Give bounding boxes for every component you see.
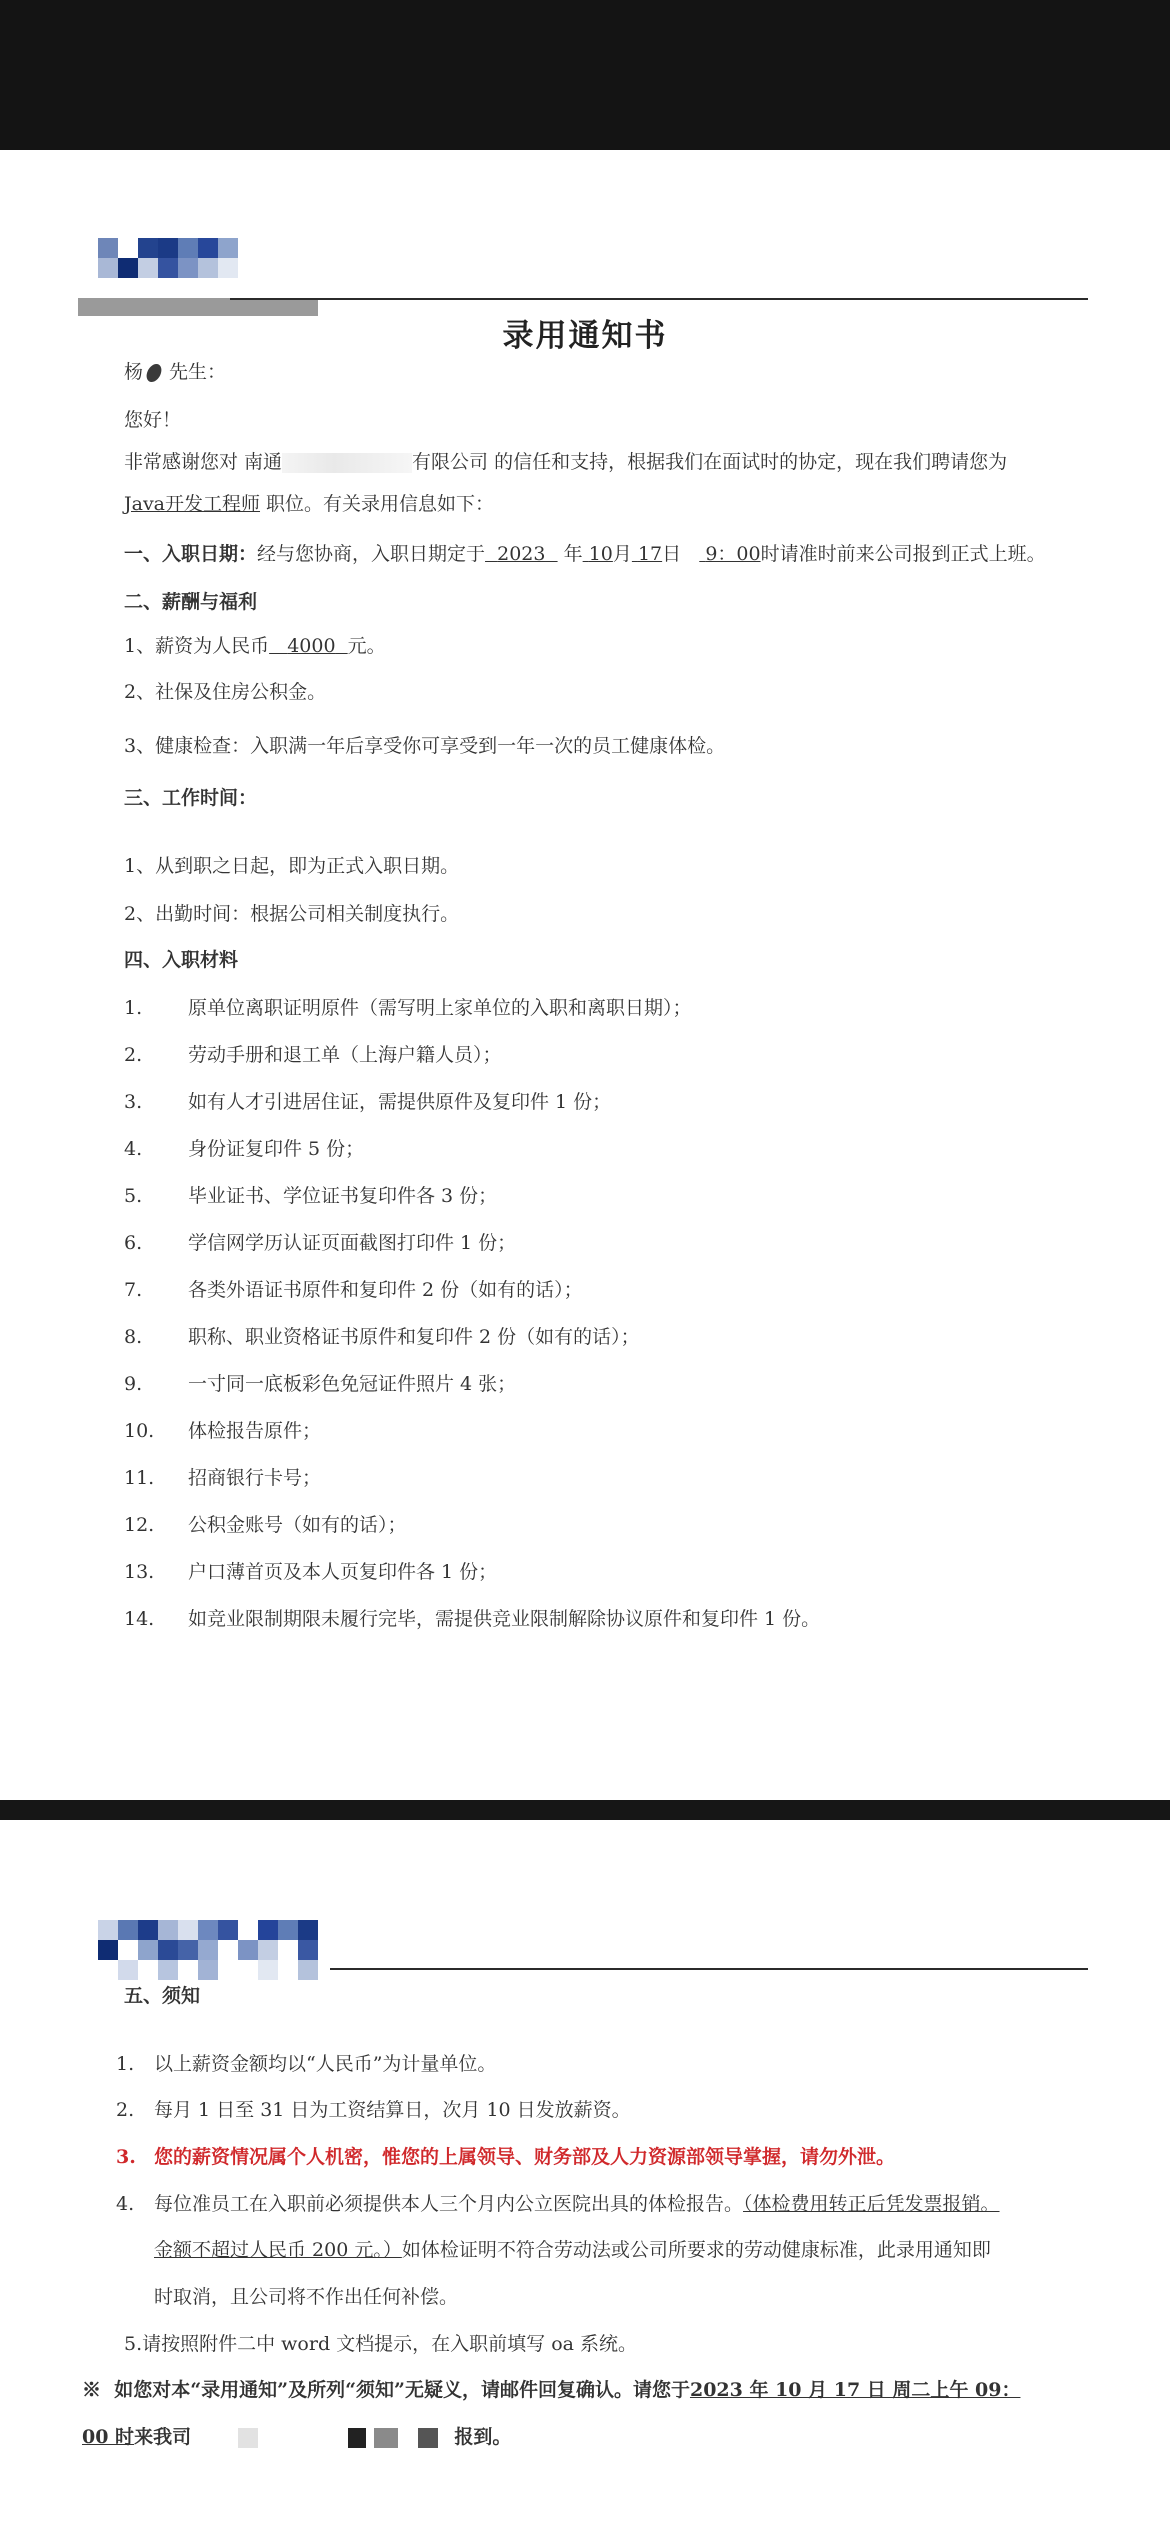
notice-item-5: 5.请按照附件二中 word 文档提示，在入职前填写 oa 系统。 [124, 2333, 638, 2355]
confirmation-mid: 来我司 [134, 2426, 192, 2448]
notice-item-number: 2. [116, 2099, 135, 2121]
section4-heading: 四、入职材料 [124, 949, 239, 971]
list-item-text: 各类外语证书原件和复印件 2 份（如有的话）； [188, 1279, 583, 1301]
list-item-number: 12. [124, 1514, 155, 1536]
recipient-suffix: 先生： [169, 361, 227, 383]
list-item [124, 1419, 321, 1443]
notice-item-text: 以上薪资金额均以“人民币”为计量单位。 [154, 2053, 497, 2075]
salary-value: 4000 [287, 635, 336, 657]
start-time [699, 543, 760, 565]
start-date-text-2: 时请准时前来公司报到正式上班。 [760, 543, 1046, 565]
notice-item-text: 您的薪资情况属个人机密，惟您的上属领导、财务部及人力资源部领导掌握，请勿外泄。 [154, 2146, 896, 2168]
header-rule-2 [330, 1968, 1088, 1970]
list-item-text: 体检报告原件； [188, 1420, 322, 1442]
page-divider [0, 1800, 1170, 1820]
confirmation-notice-cont [82, 2425, 511, 2449]
intro-pre: 非常感谢您对 南通 [124, 451, 283, 473]
list-item [124, 1043, 502, 1067]
list-item [124, 1231, 516, 1255]
section3-heading: 三、工作时间： [124, 787, 258, 809]
list-item-text: 如竞业限制期限未履行完毕，需提供竞业限制解除协议原件和复印件 1 份。 [188, 1608, 821, 1630]
list-item-text: 学信网学历认证页面截图打印件 1 份； [188, 1232, 517, 1254]
list-item [124, 1607, 820, 1631]
list-item [124, 1278, 583, 1302]
list-item-text: 一寸同一底板彩色免冠证件照片 4 张； [188, 1373, 517, 1395]
list-item-number: 11. [124, 1467, 155, 1489]
medical-reimbursement-limit: 金额不超过人民币 200 元。） [154, 2239, 402, 2261]
confirmation-notice [82, 2378, 1020, 2402]
work-time-item-2: 2、出勤时间：根据公司相关制度执行。 [124, 903, 460, 925]
header-rule [230, 298, 1088, 300]
list-item-text: 毕业证书、学位证书复印件各 3 份； [188, 1185, 498, 1207]
company-logo-pixelated-2 [98, 1920, 318, 1980]
reference-mark: ※ [82, 2379, 102, 2401]
greeting: 您好！ [124, 409, 182, 431]
report-date-hour: 00 时 [82, 2426, 135, 2448]
top-black-bar [0, 0, 1170, 150]
list-item-number: 1. [124, 997, 143, 1019]
list-item-text: 户口薄首页及本人页复印件各 1 份； [188, 1561, 498, 1583]
start-year [485, 543, 558, 565]
list-item [124, 1513, 407, 1537]
salutation [124, 360, 226, 384]
document-page-1 [0, 150, 1170, 1800]
list-item-number: 3. [124, 1091, 143, 1113]
notice-item-text: 如体检证明不符合劳动法或公司所要求的劳动健康标准，此录用通知即 [401, 2239, 991, 2261]
salary-post: 元。 [347, 635, 386, 657]
start-date-text-1: 经与您协商，入职日期定于 [257, 543, 486, 565]
list-item-text: 身份证复印件 5 份； [188, 1138, 365, 1160]
recipient-surname: 杨 [124, 361, 144, 383]
list-item-text: 招商银行卡号； [188, 1467, 322, 1489]
start-day [632, 543, 662, 565]
start-month-value: 10 [588, 543, 613, 565]
work-time-item-1: 1、从到职之日起，即为正式入职日期。 [124, 855, 460, 877]
job-position: Java开发工程师 [124, 493, 261, 515]
notice-item-4-cont-2: 时取消，且公司将不作出任何补偿。 [154, 2286, 459, 2308]
section2-heading: 二、薪酬与福利 [124, 591, 258, 613]
list-item [124, 1325, 640, 1349]
salary-pre: 1、薪资为人民币 [124, 635, 270, 657]
notice-item-4 [116, 2192, 1000, 2216]
notice-item-2 [116, 2098, 631, 2122]
notice-item-number: 3. [116, 2146, 136, 2168]
confirmation-end: 报到。 [454, 2426, 512, 2448]
document-page-2 [0, 1820, 1170, 2532]
list-item-text: 职称、职业资格证书原件和复印件 2 份（如有的话）； [188, 1326, 640, 1348]
day-unit: 日 [662, 543, 682, 565]
list-item [124, 1184, 497, 1208]
notice-item-1 [116, 2052, 496, 2076]
start-month [583, 543, 613, 565]
list-item-number: 13. [124, 1561, 155, 1583]
list-item [124, 1372, 516, 1396]
list-item-text: 原单位离职证明原件（需写明上家单位的入职和离职日期）； [188, 997, 692, 1019]
list-item-text: 如有人才引进居住证，需提供原件及复印件 1 份； [188, 1091, 612, 1113]
list-item-number: 6. [124, 1232, 143, 1254]
intro2-post: 职位。有关录用信息如下： [266, 493, 495, 515]
list-item-number: 14. [124, 1608, 155, 1630]
section1-heading: 一、入职日期： [124, 543, 258, 565]
start-year-value: 2023 [497, 543, 546, 565]
list-item [124, 996, 692, 1020]
month-unit: 月 [612, 543, 632, 565]
notice-item-text: 每位准员工在入职前必须提供本人三个月内公立医院出具的体检报告。 [154, 2193, 744, 2215]
intro-line-2 [124, 492, 494, 516]
intro-post: 有限公司 的信任和支持，根据我们在面试时的协定，现在我们聘请您为 [412, 451, 1008, 473]
intro-line-1 [124, 450, 1007, 474]
start-day-value: 17 [637, 543, 663, 565]
section1-start-date [124, 542, 1046, 566]
notice-item-number: 1. [116, 2053, 135, 2075]
list-item [124, 1090, 611, 1114]
redacted-company [198, 2428, 448, 2448]
list-item [124, 1466, 321, 1490]
medical-reimbursement-note: （体检费用转正后凭发票报销。 [743, 2193, 1000, 2215]
notice-item-number: 4. [116, 2193, 135, 2215]
list-item-number: 5. [124, 1185, 143, 1207]
list-item-number: 7. [124, 1279, 143, 1301]
company-logo-pixelated [98, 238, 238, 278]
list-item [124, 1137, 364, 1161]
year-unit: 年 [563, 543, 583, 565]
redacted-company-name [282, 453, 412, 473]
insurance-item: 2、社保及住房公积金。 [124, 681, 327, 703]
list-item-text: 劳动手册和退工单（上海户籍人员）； [188, 1044, 502, 1066]
start-time-value: 9：00 [705, 543, 761, 565]
list-item-number: 4. [124, 1138, 143, 1160]
list-item [124, 1560, 497, 1584]
health-check-item: 3、健康检查：入职满一年后享受你可享受到一年一次的员工健康体检。 [124, 735, 726, 757]
report-date: 2023 年 10 月 17 日 周二上午 09： [689, 2379, 1021, 2401]
notice-item-4-cont [154, 2238, 991, 2262]
list-item-number: 8. [124, 1326, 143, 1348]
notice-item-text: 每月 1 日至 31 日为工资结算日，次月 10 日发放薪资。 [154, 2099, 631, 2121]
list-item-number: 2. [124, 1044, 143, 1066]
confirmation-text: 如您对本“录用通知”及所列“须知”无疑义，请邮件回复确认。请您于 [114, 2379, 690, 2401]
list-item-number: 10. [124, 1420, 155, 1442]
list-item-text: 公积金账号（如有的话）； [188, 1514, 407, 1536]
salary-amount [269, 635, 348, 657]
section5-heading: 五、须知 [124, 1985, 201, 2007]
document-title: 录用通知书 [502, 318, 668, 354]
list-item-number: 9. [124, 1373, 143, 1395]
salary-item [124, 634, 386, 658]
notice-item-3-confidential [116, 2145, 895, 2169]
redacted-name [145, 364, 164, 382]
